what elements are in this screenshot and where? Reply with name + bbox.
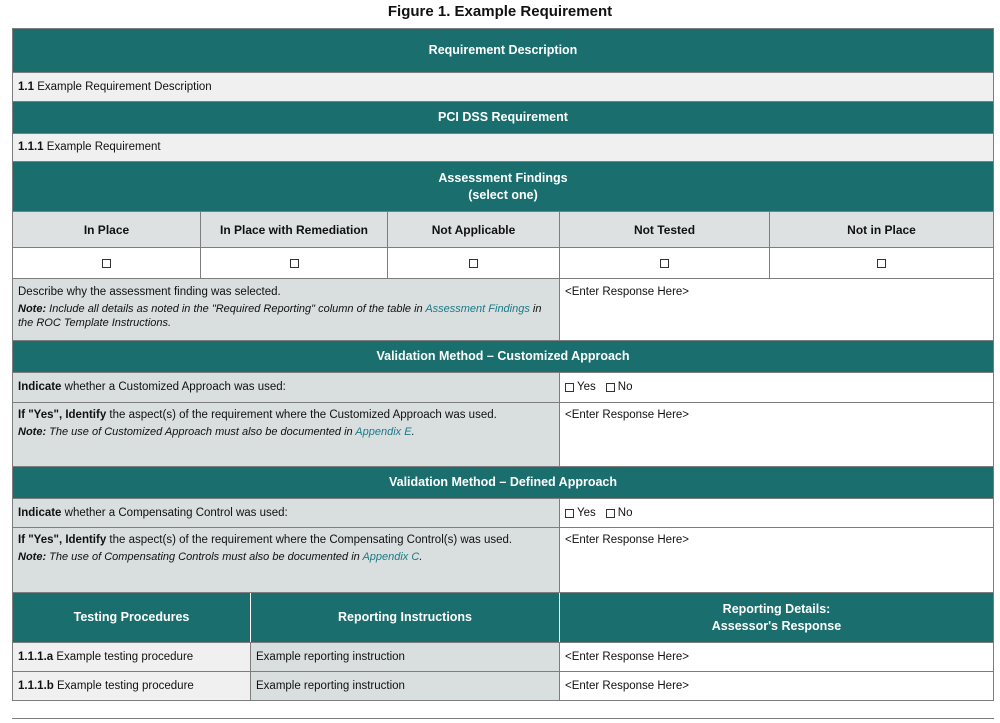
testing-procedure-number: 1.1.1.b (18, 679, 54, 692)
defined-indicate-text: whether a Compensating Control was used: (61, 506, 288, 519)
defined-yes-no-cell (559, 499, 993, 527)
customized-no-label: No (617, 381, 633, 393)
defined-note (18, 550, 554, 565)
testing-row (12, 643, 994, 672)
requirement-description-row (12, 73, 994, 102)
customized-yes-label: Yes (577, 381, 596, 393)
appendix-c-link[interactable]: Appendix C (362, 551, 420, 563)
not-applicable-checkbox[interactable] (469, 259, 478, 268)
defined-identify-row (12, 528, 994, 593)
assessment-findings-header-row (12, 162, 994, 212)
pci-requirement-row (12, 134, 994, 162)
reporting-details-header (559, 593, 993, 642)
checkbox-cell-not-applicable (387, 248, 559, 278)
defined-identify-text: the aspect(s) of the requirement where the Compensating Control(s) was used. (106, 534, 513, 546)
customized-note (18, 425, 554, 440)
customized-no-checkbox[interactable] (606, 383, 615, 392)
defined-note-label: Note: (18, 551, 47, 563)
assessment-findings-link[interactable]: Assessment Findings (425, 303, 530, 315)
customized-identify-row (12, 403, 994, 467)
testing-response-field[interactable]: <Enter Response Here> (559, 672, 993, 700)
customized-identify-text-block (18, 408, 554, 423)
customized-note-end: . (411, 426, 415, 438)
requirement-description-header: Requirement Description (13, 29, 993, 72)
findings-note-label: Note: (18, 303, 47, 315)
pci-requirement-header-row (12, 102, 994, 134)
defined-response-field[interactable]: <Enter Response Here> (559, 528, 993, 592)
customized-approach-header-row (12, 341, 994, 373)
figure-title: Figure 1. Example Requirement (387, 3, 613, 20)
testing-row (12, 672, 994, 701)
pci-requirement-text: Example Requirement (43, 141, 161, 153)
testing-procedure-cell (13, 672, 250, 700)
defined-approach-header: Validation Method – Defined Approach (13, 467, 993, 498)
findings-options-row (12, 212, 994, 248)
findings-note (18, 302, 554, 330)
findings-describe-cell (13, 279, 559, 340)
defined-note-text: The use of Compensating Controls must also be documented in (46, 551, 363, 563)
checkbox-cell-not-in-place (769, 248, 993, 278)
in-place-with-remediation-checkbox[interactable] (290, 259, 299, 268)
testing-procedures-header: Testing Procedures (13, 593, 250, 642)
defined-indicate-bold: Indicate (18, 506, 62, 519)
option-not-applicable: Not Applicable (387, 212, 559, 247)
checkbox-cell-in-place (13, 248, 200, 278)
appendix-e-link[interactable]: Appendix E (355, 426, 412, 438)
option-not-in-place: Not in Place (769, 212, 993, 247)
customized-no-option[interactable] (606, 380, 633, 395)
findings-describe-row (12, 279, 994, 341)
pci-requirement-header: PCI DSS Requirement (13, 102, 993, 133)
customized-indicate-row (12, 373, 994, 403)
customized-indicate-bold: Indicate (18, 381, 62, 393)
reporting-details-line1: Reporting Details: (722, 601, 831, 616)
pci-requirement-cell (13, 134, 993, 161)
assessment-findings-header (13, 162, 993, 211)
findings-checkbox-row (12, 248, 994, 279)
defined-approach-header-row (12, 467, 994, 499)
option-in-place: In Place (13, 212, 200, 247)
requirement-description-number: 1.1 (18, 80, 34, 93)
checkbox-cell-not-tested (559, 248, 769, 278)
requirement-description-header-row (12, 28, 994, 73)
testing-response-field[interactable]: <Enter Response Here> (559, 643, 993, 671)
defined-identify-cell (13, 528, 559, 592)
customized-yes-checkbox[interactable] (565, 383, 574, 392)
assessment-findings-title: Assessment Findings (438, 170, 568, 185)
defined-identify-bold: If "Yes", Identify (18, 534, 107, 546)
not-tested-checkbox[interactable] (660, 259, 669, 268)
requirement-description-text: Example Requirement Description (34, 80, 212, 93)
defined-indicate-cell (13, 499, 559, 527)
defined-no-label: No (617, 506, 633, 519)
testing-procedure-cell (13, 643, 250, 671)
not-in-place-checkbox[interactable] (877, 259, 886, 268)
defined-yes-option[interactable] (565, 506, 596, 521)
defined-note-end: . (419, 551, 423, 563)
option-not-tested: Not Tested (559, 212, 769, 247)
testing-procedure-text: Example testing procedure (53, 679, 194, 692)
customized-indicate-text: whether a Customized Approach was used: (61, 381, 286, 393)
customized-identify-cell (13, 403, 559, 466)
findings-note-text-1: Include all details as noted in the "Required Reporting" column of the table in (46, 303, 426, 315)
defined-yes-checkbox[interactable] (565, 509, 574, 518)
customized-identify-bold: If "Yes", Identify (18, 409, 107, 421)
findings-describe-text: Describe why the assessment finding was selected. (18, 286, 281, 298)
customized-note-text: The use of Customized Approach must also be documented in (46, 426, 356, 438)
findings-response-field[interactable]: <Enter Response Here> (559, 279, 993, 340)
customized-response-field[interactable]: <Enter Response Here> (559, 403, 993, 466)
findings-note-text-2: in the ROC Template Instructions. (18, 303, 545, 329)
defined-no-option[interactable] (606, 506, 633, 521)
option-in-place-with-remediation: In Place with Remediation (200, 212, 387, 247)
defined-indicate-row (12, 499, 994, 528)
reporting-details-line2: Assessor's Response (711, 618, 842, 633)
requirement-description-cell (13, 73, 993, 101)
testing-procedure-text: Example testing procedure (53, 650, 194, 663)
in-place-checkbox[interactable] (102, 259, 111, 268)
reporting-instruction-cell: Example reporting instruction (250, 643, 559, 671)
defined-yes-label: Yes (577, 506, 596, 519)
bottom-divider (12, 718, 994, 719)
checkbox-cell-in-place-with-remediation (200, 248, 387, 278)
customized-approach-header: Validation Method – Customized Approach (13, 341, 993, 372)
testing-header-row (12, 593, 994, 643)
assessment-findings-subtitle: (select one) (468, 187, 538, 202)
defined-no-checkbox[interactable] (606, 509, 615, 518)
reporting-instruction-cell: Example reporting instruction (250, 672, 559, 700)
customized-identify-text: the aspect(s) of the requirement where the Customized Approach was used. (106, 409, 497, 421)
defined-identify-text-block (18, 533, 554, 548)
testing-procedure-number: 1.1.1.a (18, 650, 54, 663)
reporting-instructions-header: Reporting Instructions (250, 593, 559, 642)
customized-yes-option[interactable] (565, 380, 596, 395)
pci-requirement-number: 1.1.1 (18, 141, 44, 153)
customized-indicate-cell (13, 373, 559, 402)
customized-yes-no-cell (559, 373, 993, 402)
customized-note-label: Note: (18, 426, 47, 438)
requirement-table (12, 28, 994, 701)
